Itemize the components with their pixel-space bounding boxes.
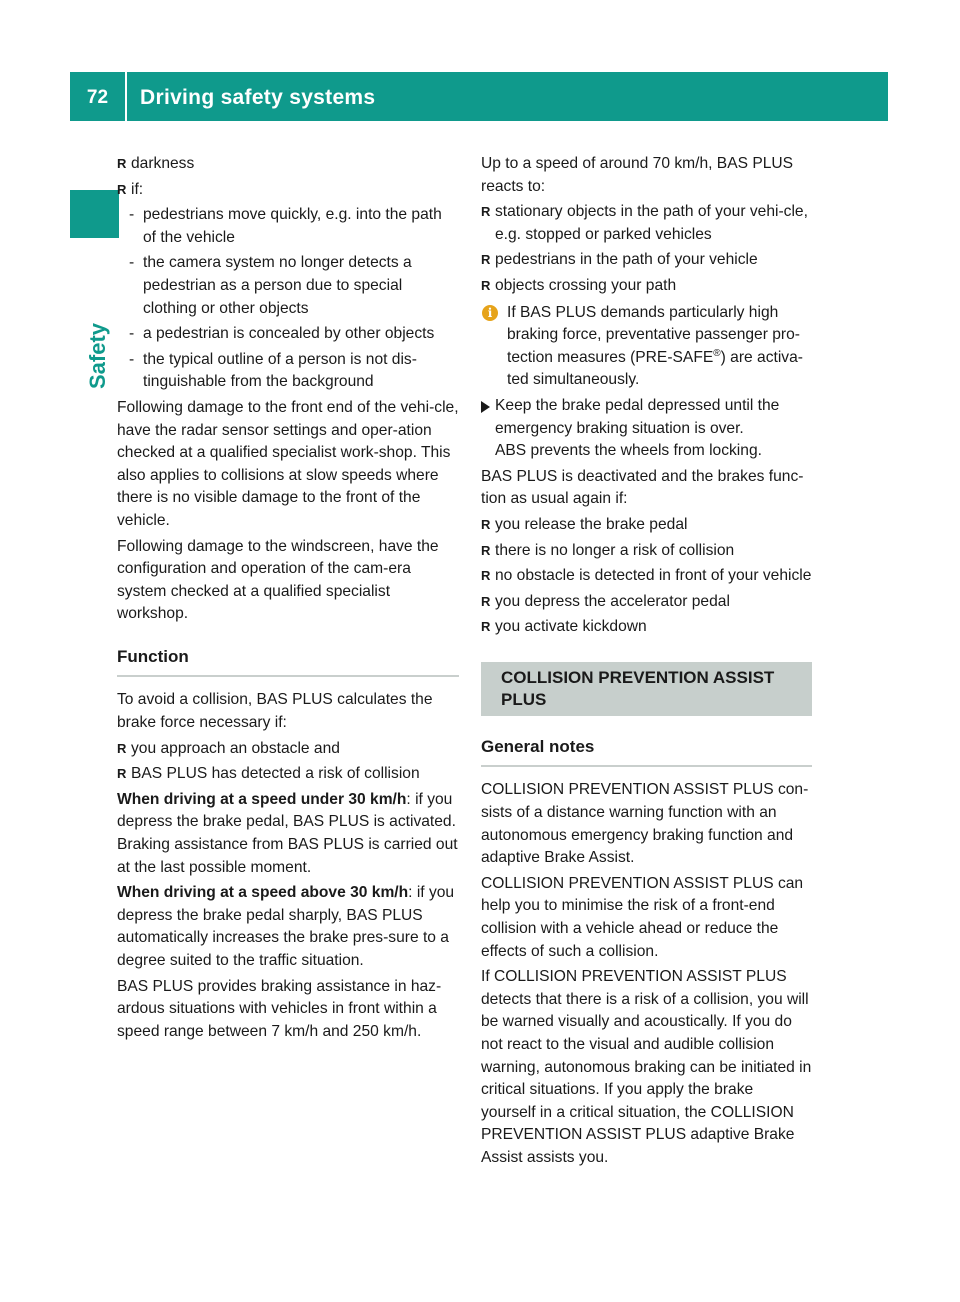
- bullet-accelerator: R you depress the accelerator pedal: [481, 591, 812, 614]
- paragraph-deactivated: BAS PLUS is deactivated and the brakes func-tion as usual again if:: [481, 467, 804, 508]
- registered-mark: ®: [713, 347, 721, 359]
- right-column: [481, 153, 812, 1173]
- paragraph-under-30: [117, 789, 459, 879]
- bullet-pedestrians-path: R pedestrians in the path of your vehicle: [481, 249, 812, 272]
- bullet-darkness: R darkness: [117, 153, 459, 176]
- info-note: [481, 302, 812, 392]
- dash-item-pedestrians-move: - pedestrians move quickly, e.g. into the path of the vehicle: [117, 204, 459, 249]
- paragraph-function-intro: To avoid a collision, BAS PLUS calculates the brake force necessary if:: [117, 691, 433, 732]
- info-icon: i: [482, 305, 498, 321]
- bullet-no-obstacle: R no obstacle is detected in front of your vehicle: [481, 565, 812, 588]
- paragraph-up-to-70: Up to a speed of around 70 km/h, BAS PLUS reacts to:: [481, 155, 794, 195]
- step-abs-text: ABS prevents the wheels from locking.: [495, 442, 762, 460]
- dash-item-camera-detection: - the camera system no longer detects a pedestrian as a person due to special clothing or other objects: [117, 252, 459, 320]
- step-keep-brake: [481, 395, 812, 463]
- page-header: [70, 72, 888, 121]
- bullet-approach: R you approach an obstacle and: [117, 738, 459, 761]
- info-text: If BAS PLUS demands particularly high braking force, preventative passenger pro-tection measures (PRE-SAFE: [507, 303, 800, 366]
- chapter-title: Driving safety systems: [140, 86, 376, 109]
- paragraph-above-30: [117, 882, 459, 972]
- paragraph-windscreen: Following damage to the windscreen, have the configuration and operation of the cam-era system checked at a qualified specialist workshop.: [117, 537, 439, 623]
- above-30-text: : if you depress the brake pedal sharply, BAS PLUS automatically increases the brake pres-sure to a degree suited to the traffic situation.: [117, 884, 455, 969]
- dash-item-concealed: - a pedestrian is concealed by other objects: [117, 323, 459, 346]
- section-tab-marker: [70, 190, 119, 238]
- info-text-end: ) are activa-ted simultaneously.: [507, 348, 803, 389]
- bullet-kickdown: R you activate kickdown: [481, 616, 812, 639]
- above-30-lead: When driving at a speed above 30 km/h: [117, 884, 409, 902]
- paragraph-consists: COLLISION PREVENTION ASSIST PLUS con-sists of a distance warning function with an autonomous emergency braking function and adaptive Brake Assist.: [481, 781, 809, 867]
- bullet-if: R if:: [117, 179, 459, 202]
- under-30-text: : if you depress the brake pedal, BAS PLUS is activated. Braking assistance from BAS PLUS is carried out at the last possible moment.: [117, 790, 458, 876]
- step-keep-text: Keep the brake pedal depressed until the emergency braking situation is over.: [495, 396, 780, 437]
- section-box-title: COLLISION PREVENTION ASSIST PLUS: [481, 662, 812, 716]
- header-divider: [125, 72, 127, 121]
- under-30-lead: When driving at a speed under 30 km/h: [117, 790, 407, 808]
- dash-item-outline: - the typical outline of a person is not dis-tinguishable from the background: [117, 349, 459, 394]
- paragraph-hazardous: BAS PLUS provides braking assistance in haz-ardous situations with vehicles in front within a speed range between 7 km/h and 250 km/h.: [117, 977, 442, 1040]
- bullet-no-risk: R there is no longer a risk of collision: [481, 540, 812, 563]
- left-column: [117, 153, 459, 1046]
- paragraph-help: COLLISION PREVENTION ASSIST PLUS can help you to minimise the risk of a front-end collision with a vehicle ahead or reduce the effects of such a collision.: [481, 874, 804, 960]
- heading-function: Function: [117, 638, 459, 678]
- section-side-label: Safety: [85, 322, 110, 390]
- bullet-stationary: R stationary objects in the path of your vehi-cle, e.g. stopped or parked vehicles: [481, 201, 812, 246]
- paragraph-front-damage: Following damage to the front end of the vehi-cle, have the radar sensor settings and oper-ation checked at a qualified specialist work-shop. This also applies to collisions at slow speeds where there is no visible damage to the front of the vehicle.: [117, 398, 459, 529]
- paragraph-detects: If COLLISION PREVENTION ASSIST PLUS detects that there is a risk of a collision, you will be warned visually and acoustically. If you do not react to the visual and audible collision warning, autonomous braking can be initiated in critical situations. If you apply the brake yourself in a critical situation, the COLLISION PREVENTION ASSIST PLUS adaptive Brake Assist assists you.: [481, 968, 812, 1166]
- bullet-risk-detected: R BAS PLUS has detected a risk of collision: [117, 763, 459, 786]
- step-arrow-icon: [481, 401, 490, 413]
- bullet-release: R you release the brake pedal: [481, 514, 812, 537]
- page-number: 72: [86, 87, 109, 108]
- heading-general-notes: General notes: [481, 728, 812, 768]
- bullet-crossing: R objects crossing your path: [481, 275, 812, 298]
